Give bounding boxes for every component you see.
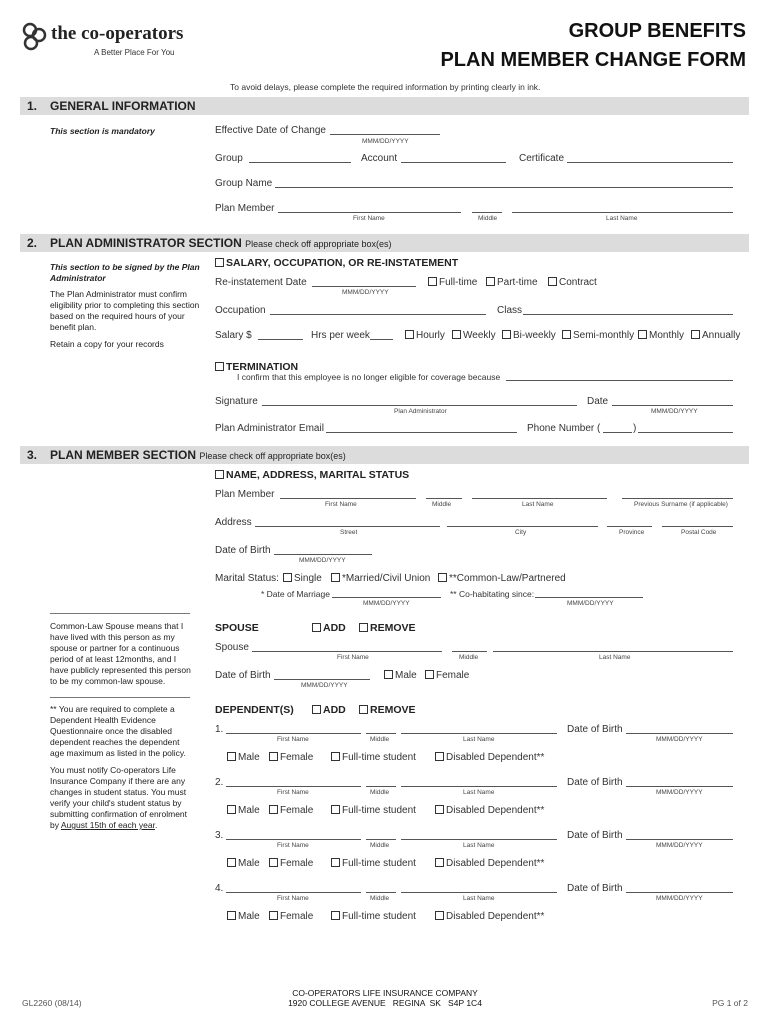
province-caption: Province: [619, 529, 645, 536]
reinstatement-format: MMM/DD/YYYY: [342, 289, 389, 296]
group-name-label: Group Name: [215, 178, 273, 189]
monthly-label: Monthly: [649, 330, 685, 341]
spouse-male-checkbox[interactable]: [384, 670, 417, 681]
member-middle-field[interactable]: [426, 498, 462, 499]
female-label: Female: [280, 911, 314, 922]
student-status-period: .: [154, 820, 158, 830]
dependent-dob-format: MMM/DD/YYYY: [656, 895, 703, 902]
middle-caption: Middle: [459, 654, 479, 661]
dependent-dob-format: MMM/DD/YYYY: [656, 842, 703, 849]
dependent-number: 3.: [215, 830, 224, 841]
first-name-caption: First Name: [277, 789, 309, 796]
dependent-male-checkbox[interactable]: [227, 805, 260, 816]
dependent-student-checkbox[interactable]: [331, 752, 416, 763]
marriage-date-format: MMM/DD/YYYY: [363, 600, 410, 607]
dependent-block: [0, 830, 770, 875]
dependent-female-checkbox[interactable]: [269, 911, 313, 922]
last-name-caption: Last Name: [463, 789, 495, 796]
dependent-dob-field[interactable]: [626, 839, 733, 840]
middle-name-field[interactable]: [472, 212, 502, 213]
spouse-female-checkbox[interactable]: [425, 670, 469, 681]
account-label: Account: [361, 153, 398, 164]
last-name-caption: Last Name: [463, 842, 495, 849]
part-time-label: Part-time: [497, 277, 538, 288]
effective-date-field[interactable]: [330, 134, 440, 135]
admin-sign-note: This section to be signed by the Plan Administrator: [50, 262, 200, 283]
checkbox-icon: [691, 330, 700, 339]
dependent-middle-field[interactable]: [366, 733, 396, 734]
section-title: [50, 448, 346, 462]
first-name-caption: First Name: [277, 895, 309, 902]
male-label: Male: [238, 911, 260, 922]
date-of-marriage-field[interactable]: [332, 597, 441, 598]
checkbox-icon: [359, 705, 368, 714]
checkbox-icon: [486, 277, 495, 286]
checkbox-icon: [359, 623, 368, 632]
class-field[interactable]: [523, 314, 733, 315]
cohabiting-field[interactable]: [535, 597, 643, 598]
previous-surname-caption: Previous Surname (if applicable): [634, 501, 728, 508]
dependent-last-name-field[interactable]: [401, 892, 557, 893]
admin-confirm-note: The Plan Administrator must confirm eligibility prior to completing this section based on the required hours of your benefit plan.: [50, 289, 200, 332]
checkbox-icon: [562, 330, 571, 339]
dependent-disabled-checkbox[interactable]: [435, 911, 544, 922]
first-name-caption: First Name: [277, 736, 309, 743]
monthly-checkbox[interactable]: [638, 330, 684, 341]
member-first-name-field[interactable]: [280, 498, 416, 499]
male-label: Male: [238, 805, 260, 816]
company-address: 1920 COLLEGE AVENUE REGINA SK S4P 1C4: [288, 998, 482, 1008]
dependent-dob-label: Date of Birth: [567, 724, 623, 735]
phone-close: ): [633, 423, 637, 434]
single-checkbox[interactable]: [283, 573, 322, 584]
checkbox-icon: [215, 470, 224, 479]
side-divider-1: [50, 613, 190, 614]
date-of-marriage-label: * Date of Marriage: [261, 589, 330, 599]
dependent-dob-format: MMM/DD/YYYY: [656, 736, 703, 743]
dependent-female-checkbox[interactable]: [269, 858, 313, 869]
section-title: [50, 236, 392, 250]
part-time-checkbox[interactable]: [486, 277, 538, 288]
dependent-disabled-checkbox[interactable]: [435, 752, 544, 763]
province-field[interactable]: [607, 526, 652, 527]
first-name-caption: First Name: [325, 501, 357, 508]
checkbox-icon: [283, 573, 292, 582]
signature-field[interactable]: [262, 405, 577, 406]
checkbox-icon: [548, 277, 557, 286]
checkbox-icon: [638, 330, 647, 339]
reinstatement-field[interactable]: [312, 286, 416, 287]
female-label: Female: [280, 752, 314, 763]
student-label: Full-time student: [342, 805, 416, 816]
dependent-last-name-field[interactable]: [401, 839, 557, 840]
checkbox-icon: [331, 805, 340, 814]
middle-caption: Middle: [370, 842, 390, 849]
previous-surname-field[interactable]: [622, 498, 733, 499]
spouse-middle-field[interactable]: [452, 651, 487, 652]
section-number: 3.: [27, 448, 38, 462]
last-name-caption: Last Name: [522, 501, 554, 508]
group-label: Group: [215, 153, 243, 164]
section-title: GENERAL INFORMATION: [50, 99, 196, 113]
dependent-middle-field[interactable]: [366, 839, 396, 840]
common-law-label: **Common-Law/Partnered: [449, 573, 566, 584]
dependent-number: 2.: [215, 777, 224, 788]
dependent-disabled-checkbox[interactable]: [435, 858, 544, 869]
last-name-caption: Last Name: [463, 895, 495, 902]
remove-label: REMOVE: [370, 704, 416, 716]
dependents-remove-checkbox[interactable]: [359, 704, 416, 716]
dependent-disabled-checkbox[interactable]: [435, 805, 544, 816]
dependent-dob-label: Date of Birth: [567, 830, 623, 841]
checkbox-icon: [384, 670, 393, 679]
termination-confirm-label: I confirm that this employee is no longer eligible for coverage because: [237, 372, 501, 382]
disabled-label: Disabled Dependent**: [446, 858, 545, 869]
member-label: Plan Member: [215, 489, 275, 500]
checkbox-icon: [452, 330, 461, 339]
effective-date-label: Effective Date of Change: [215, 125, 326, 136]
phone-label: Phone Number (: [527, 423, 601, 434]
full-time-label: Full-time: [439, 277, 478, 288]
married-label: *Married/Civil Union: [342, 573, 431, 584]
member-dob-format: MMM/DD/YYYY: [299, 557, 346, 564]
dependent-male-checkbox[interactable]: [227, 752, 260, 763]
plan-member-label: Plan Member: [215, 203, 275, 214]
checkbox-icon: [227, 858, 236, 867]
male-label: Male: [238, 752, 260, 763]
disabled-label: Disabled Dependent**: [446, 752, 545, 763]
side-divider-2: [50, 697, 190, 698]
add-label: ADD: [323, 622, 346, 634]
section-number: 1.: [27, 99, 38, 113]
section-2-header: [20, 234, 749, 252]
middle-caption: Middle: [478, 215, 498, 222]
street-field[interactable]: [255, 526, 440, 527]
logo-text: the co-operators: [51, 23, 184, 44]
effective-date-format: MMM/DD/YYYY: [362, 138, 409, 145]
group-field[interactable]: [249, 162, 351, 163]
section-3-header: [20, 446, 749, 464]
common-law-checkbox[interactable]: [438, 573, 566, 584]
salary-field[interactable]: [258, 339, 303, 340]
biweekly-checkbox[interactable]: [502, 330, 556, 341]
section-title-text: PLAN ADMINISTRATOR SECTION: [50, 236, 242, 250]
student-status-deadline: August 15th of each year: [60, 820, 155, 830]
salary-occupation-checkbox[interactable]: [215, 257, 458, 269]
form-title-line2: PLAN MEMBER CHANGE FORM: [440, 49, 746, 71]
dependents-title: DEPENDENT(S): [215, 704, 294, 716]
section-number: 2.: [27, 236, 38, 250]
checkbox-icon: [312, 623, 321, 632]
first-name-caption: First Name: [353, 215, 385, 222]
checkbox-icon: [227, 911, 236, 920]
name-address-checkbox[interactable]: [215, 469, 409, 481]
dependent-student-checkbox[interactable]: [331, 911, 416, 922]
checkbox-icon: [425, 670, 434, 679]
checkbox-icon: [331, 858, 340, 867]
member-dob-field[interactable]: [274, 554, 372, 555]
cohabiting-date-format: MMM/DD/YYYY: [567, 600, 614, 607]
hrs-label: Hrs per week: [311, 330, 370, 341]
postal-code-caption: Postal Code: [681, 529, 717, 536]
co-operators-logo-icon: [22, 22, 48, 52]
dependent-first-name-field[interactable]: [226, 733, 361, 734]
checkbox-icon: [215, 362, 224, 371]
address-label: Address: [215, 517, 252, 528]
date-label: Date: [587, 396, 609, 407]
dependents-add-checkbox[interactable]: [312, 704, 346, 716]
date-format: MMM/DD/YYYY: [651, 408, 698, 415]
salary-occupation-title: SALARY, OCCUPATION, OR RE-INSTATEMENT: [226, 257, 459, 269]
spouse-title: SPOUSE: [215, 622, 259, 634]
member-last-name-field[interactable]: [472, 498, 607, 499]
disabled-label: Disabled Dependent**: [446, 805, 545, 816]
retain-copy-note: Retain a copy for your records: [50, 339, 164, 349]
dependent-student-checkbox[interactable]: [331, 858, 416, 869]
male-label: Male: [395, 670, 417, 681]
checkbox-icon: [331, 573, 340, 582]
street-caption: Street: [340, 529, 358, 536]
plan-admin-caption: Plan Administrator: [394, 408, 447, 415]
dependent-female-checkbox[interactable]: [269, 752, 313, 763]
spouse-first-name-field[interactable]: [252, 651, 442, 652]
weekly-checkbox[interactable]: [452, 330, 496, 341]
last-name-caption: Last Name: [599, 654, 631, 661]
contract-checkbox[interactable]: [548, 277, 597, 288]
student-label: Full-time student: [342, 858, 416, 869]
middle-caption: Middle: [370, 789, 390, 796]
termination-title: TERMINATION: [226, 361, 299, 373]
hrs-field[interactable]: [370, 339, 393, 340]
female-label: Female: [280, 805, 314, 816]
student-label: Full-time student: [342, 752, 416, 763]
female-label: Female: [436, 670, 470, 681]
middle-caption: Middle: [432, 501, 452, 508]
dependent-dob-label: Date of Birth: [567, 777, 623, 788]
name-address-title: NAME, ADDRESS, MARITAL STATUS: [226, 469, 410, 481]
form-code: GL2260 (08/14): [22, 998, 82, 1008]
last-name-field[interactable]: [512, 212, 733, 213]
hourly-checkbox[interactable]: [405, 330, 445, 341]
class-label: Class: [497, 305, 523, 316]
checkbox-icon: [269, 752, 278, 761]
middle-caption: Middle: [370, 895, 390, 902]
single-label: Single: [294, 573, 322, 584]
checkbox-icon: [227, 805, 236, 814]
dependent-block: [0, 777, 770, 822]
semimonthly-checkbox[interactable]: [562, 330, 634, 341]
dependent-block: [0, 883, 770, 928]
dependent-dob-field[interactable]: [626, 733, 733, 734]
student-status-text: You must notify Co-operators Life Insurance Company if there are any changes in student status. You must verify your child's student status by submitting confirmation of enrolment by: [50, 765, 188, 830]
last-name-caption: Last Name: [463, 736, 495, 743]
dependent-dob-label: Date of Birth: [567, 883, 623, 894]
date-field[interactable]: [612, 405, 733, 406]
admin-email-label: Plan Administrator Email: [215, 423, 324, 434]
account-field[interactable]: [401, 162, 506, 163]
dependent-last-name-field[interactable]: [401, 786, 557, 787]
phone-number-field[interactable]: [638, 432, 733, 433]
spouse-dob-format: MMM/DD/YYYY: [301, 682, 348, 689]
spouse-label: Spouse: [215, 642, 249, 653]
dependent-male-checkbox[interactable]: [227, 858, 260, 869]
dependent-number: 1.: [215, 724, 224, 735]
biweekly-label: Bi-weekly: [513, 330, 556, 341]
logo: [22, 20, 192, 64]
cohabiting-label: ** Co-habitating since:: [450, 589, 535, 599]
first-name-caption: First Name: [337, 654, 369, 661]
occupation-field[interactable]: [270, 314, 486, 315]
phone-area-field[interactable]: [603, 432, 632, 433]
checkbox-icon: [428, 277, 437, 286]
dependent-dob-format: MMM/DD/YYYY: [656, 789, 703, 796]
member-dob-label: Date of Birth: [215, 545, 271, 556]
certificate-label: Certificate: [519, 153, 565, 164]
checkbox-icon: [227, 752, 236, 761]
add-label: ADD: [323, 704, 346, 716]
spouse-remove-checkbox[interactable]: [359, 622, 416, 634]
checkbox-icon: [405, 330, 414, 339]
section-note: Please check off appropriate box(es): [199, 451, 346, 461]
city-caption: City: [515, 529, 527, 536]
common-law-definition: Common-Law Spouse means that I have lived with this person as my spouse or partner for a continuous period of at least 12months, and I have publicly represented this person to be my common-law spouse.: [50, 621, 191, 686]
dependent-male-checkbox[interactable]: [227, 911, 260, 922]
first-name-field[interactable]: [278, 212, 461, 213]
annually-checkbox[interactable]: [691, 330, 740, 341]
spouse-dob-field[interactable]: [274, 679, 370, 680]
instruction-text: To avoid delays, please complete the required information by printing clearly in ink.: [230, 82, 541, 92]
weekly-label: Weekly: [463, 330, 496, 341]
certificate-field[interactable]: [567, 162, 733, 163]
section-1-header: [20, 97, 749, 115]
checkbox-icon: [435, 858, 444, 867]
dependent-middle-field[interactable]: [366, 892, 396, 893]
dependent-female-checkbox[interactable]: [269, 805, 313, 816]
admin-email-field[interactable]: [326, 432, 517, 433]
hourly-label: Hourly: [416, 330, 445, 341]
checkbox-icon: [435, 911, 444, 920]
company-name: CO-OPERATORS LIFE INSURANCE COMPANY: [292, 988, 478, 998]
mandatory-note: This section is mandatory: [50, 126, 155, 136]
checkbox-icon: [331, 752, 340, 761]
spouse-last-name-field[interactable]: [493, 651, 733, 652]
spouse-add-checkbox[interactable]: [312, 622, 346, 634]
group-name-field[interactable]: [275, 187, 733, 188]
dependent-middle-field[interactable]: [366, 786, 396, 787]
section-note: Please check off appropriate box(es): [245, 239, 392, 249]
semimonthly-label: Semi-monthly: [573, 330, 635, 341]
dependent-last-name-field[interactable]: [401, 733, 557, 734]
occupation-label: Occupation: [215, 305, 266, 316]
checkbox-icon: [215, 258, 224, 267]
contract-label: Contract: [559, 277, 597, 288]
reinstatement-label: Re-instatement Date: [215, 277, 307, 288]
section-title-text: PLAN MEMBER SECTION: [50, 448, 197, 462]
checkbox-icon: [438, 573, 447, 582]
checkbox-icon: [331, 911, 340, 920]
dependent-number: 4.: [215, 883, 224, 894]
disabled-dependent-note: ** You are required to complete a Dependent Health Evidence Questionnaire once the disabled dependent reaches the dependent age maximum as listed in the policy.: [50, 704, 186, 758]
checkbox-icon: [435, 752, 444, 761]
full-time-checkbox[interactable]: [428, 277, 477, 288]
logo-tagline: A Better Place For You: [94, 48, 175, 57]
checkbox-icon: [269, 911, 278, 920]
postal-code-field[interactable]: [662, 526, 733, 527]
married-checkbox[interactable]: [331, 573, 430, 584]
disabled-label: Disabled Dependent**: [446, 911, 545, 922]
checkbox-icon: [269, 805, 278, 814]
annually-label: Annually: [702, 330, 741, 341]
dependent-student-checkbox[interactable]: [331, 805, 416, 816]
dependent-first-name-field[interactable]: [226, 839, 361, 840]
checkbox-icon: [269, 858, 278, 867]
middle-caption: Middle: [370, 736, 390, 743]
city-field[interactable]: [447, 526, 598, 527]
termination-reason-field[interactable]: [506, 380, 733, 381]
male-label: Male: [238, 858, 260, 869]
dependent-first-name-field[interactable]: [226, 892, 361, 893]
page-number: PG 1 of 2: [712, 998, 748, 1008]
signature-label: Signature: [215, 396, 258, 407]
dependent-first-name-field[interactable]: [226, 786, 361, 787]
checkbox-icon: [502, 330, 511, 339]
dependent-block: [0, 724, 770, 769]
dependent-dob-field[interactable]: [626, 892, 733, 893]
dependent-dob-field[interactable]: [626, 786, 733, 787]
salary-label: Salary $: [215, 330, 252, 341]
checkbox-icon: [435, 805, 444, 814]
student-label: Full-time student: [342, 911, 416, 922]
spouse-dob-label: Date of Birth: [215, 670, 271, 681]
female-label: Female: [280, 858, 314, 869]
marital-status-label: Marital Status:: [215, 573, 279, 584]
checkbox-icon: [312, 705, 321, 714]
last-name-caption: Last Name: [606, 215, 638, 222]
first-name-caption: First Name: [277, 842, 309, 849]
form-title-line1: GROUP BENEFITS: [568, 20, 746, 42]
remove-label: REMOVE: [370, 622, 416, 634]
